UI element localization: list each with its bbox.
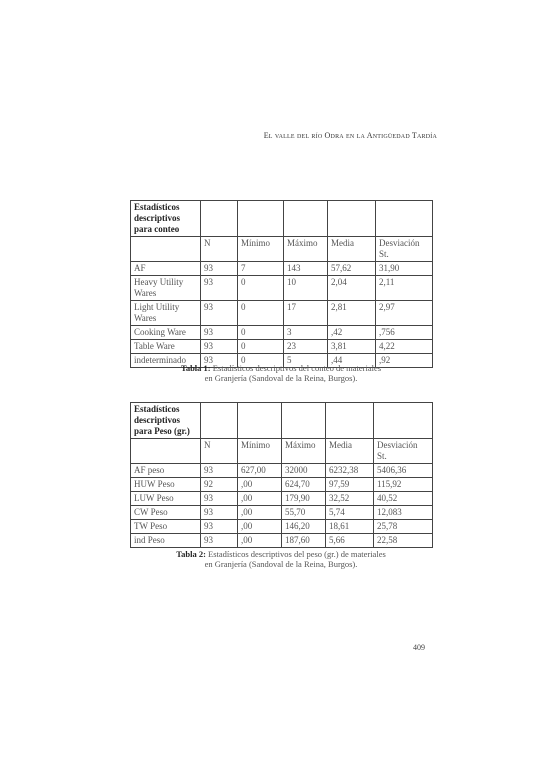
table-cell: ,00: [238, 492, 282, 506]
table-cell: 0: [238, 276, 284, 301]
column-header: N: [201, 237, 238, 262]
row-label: AF: [131, 262, 201, 276]
table-cell: ,00: [238, 534, 282, 548]
table-cell: 627,00: [238, 464, 282, 478]
table-cell: 93: [201, 326, 238, 340]
table-row: [131, 340, 433, 354]
table-title: Estadísticos descriptivos para conteo: [131, 201, 201, 237]
table-cell: 187,60: [282, 534, 326, 548]
table-cell: 93: [201, 506, 238, 520]
table-cell: 2,11: [376, 276, 433, 301]
table-cell: 93: [201, 276, 238, 301]
table-cell: 143: [284, 262, 328, 276]
table-row: [131, 464, 433, 478]
row-label: Table Ware: [131, 340, 201, 354]
table-cell: 22,58: [374, 534, 433, 548]
table-cell: 0: [238, 354, 284, 368]
table-cell: 2,04: [328, 276, 376, 301]
table-cell: 57,62: [328, 262, 376, 276]
row-label: HUW Peso: [131, 478, 201, 492]
table-cell: 2,97: [376, 301, 433, 326]
table-row: [131, 478, 433, 492]
table-cell: 31,90: [376, 262, 433, 276]
table-cell: [201, 403, 238, 439]
table-cell: 179,90: [282, 492, 326, 506]
table-cell: [374, 403, 433, 439]
running-head: El valle del río Odra en la Antigüedad Tardía: [263, 131, 437, 140]
table-cell: 0: [238, 326, 284, 340]
table-cell: ,00: [238, 506, 282, 520]
table-row: [131, 506, 433, 520]
table-row: [131, 301, 433, 326]
column-header: Máximo: [282, 439, 326, 464]
table-cell: 93: [201, 520, 238, 534]
row-label: AF peso: [131, 464, 201, 478]
table-cell: 17: [284, 301, 328, 326]
table-cell: 6232,38: [326, 464, 374, 478]
table-cell: [131, 237, 201, 262]
table-cell: 5406,36: [374, 464, 433, 478]
column-header: Mínimo: [238, 237, 284, 262]
caption-text-line2: en Granjería (Sandoval de la Reina, Burgos).: [204, 373, 358, 383]
row-label: indeterminado: [131, 354, 201, 368]
table-cell: 5,66: [326, 534, 374, 548]
caption-text-line2: en Granjería (Sandoval de la Reina, Burgos).: [204, 559, 358, 569]
caption-text: Estadísticos descriptivos del conteo de materiales: [212, 363, 382, 373]
table-cell: 5: [284, 354, 328, 368]
table-cell: [284, 201, 328, 237]
table-cell: 4,22: [376, 340, 433, 354]
table-row: [131, 534, 433, 548]
table-row: [131, 492, 433, 506]
table-cell: [326, 403, 374, 439]
table-row: [131, 262, 433, 276]
table-cell: 32000: [282, 464, 326, 478]
table-cell: [131, 439, 201, 464]
table-cell: 55,70: [282, 506, 326, 520]
table-cell: 93: [201, 354, 238, 368]
column-header: Máximo: [284, 237, 328, 262]
table-cell: 93: [201, 492, 238, 506]
table-cell: ,44: [328, 354, 376, 368]
table-cell: 10: [284, 276, 328, 301]
caption-label: Tabla 1:: [180, 363, 211, 373]
row-label: CW Peso: [131, 506, 201, 520]
table-row: [131, 276, 433, 301]
table-cell: 93: [201, 464, 238, 478]
table-cell: 2,81: [328, 301, 376, 326]
table-cell: 97,59: [326, 478, 374, 492]
table-cell: 93: [201, 301, 238, 326]
row-label: TW Peso: [131, 520, 201, 534]
table-cell: 32,52: [326, 492, 374, 506]
table-cell: 624,70: [282, 478, 326, 492]
table-cell: ,00: [238, 478, 282, 492]
caption-label: Tabla 2:: [176, 549, 206, 559]
table-cell: [328, 201, 376, 237]
stats-table-conteo: [130, 200, 433, 368]
table-cell: 25,78: [374, 520, 433, 534]
table-cell: 92: [201, 478, 238, 492]
table-cell: 0: [238, 340, 284, 354]
column-header: Media: [326, 439, 374, 464]
table-cell: 3,81: [328, 340, 376, 354]
table-cell: ,92: [376, 354, 433, 368]
table-cell: ,42: [328, 326, 376, 340]
column-header: Desviación St.: [374, 439, 433, 464]
table-cell: 146,20: [282, 520, 326, 534]
table-cell: 115,92: [374, 478, 433, 492]
table-cell: ,756: [376, 326, 433, 340]
table-cell: 93: [201, 340, 238, 354]
table-title: Estadísticos descriptivos para Peso (gr.): [131, 403, 201, 439]
table-caption: [130, 363, 432, 383]
column-header: Desviación St.: [376, 237, 433, 262]
table-cell: 23: [284, 340, 328, 354]
table-cell: [238, 201, 284, 237]
column-header: N: [201, 439, 238, 464]
column-header: Media: [328, 237, 376, 262]
table-cell: 40,52: [374, 492, 433, 506]
table-row: [131, 520, 433, 534]
table-cell: 3: [284, 326, 328, 340]
table-cell: 93: [201, 262, 238, 276]
table-cell: [376, 201, 433, 237]
stats-table-peso: [130, 402, 433, 548]
row-label: LUW Peso: [131, 492, 201, 506]
row-label: Cooking Ware: [131, 326, 201, 340]
table-row: [131, 326, 433, 340]
caption-text: Estadísticos descriptivos del peso (gr.) de materiales: [208, 549, 386, 559]
row-label: Light Utility Wares: [131, 301, 201, 326]
row-label: ind Peso: [131, 534, 201, 548]
table-cell: [282, 403, 326, 439]
table-cell: [201, 201, 238, 237]
table-cell: 18,61: [326, 520, 374, 534]
table-cell: [238, 403, 282, 439]
table-cell: 0: [238, 301, 284, 326]
table-cell: 7: [238, 262, 284, 276]
table-cell: 93: [201, 534, 238, 548]
column-header: Mínimo: [238, 439, 282, 464]
table-cell: 12,083: [374, 506, 433, 520]
table-cell: ,00: [238, 520, 282, 534]
table-caption: [130, 549, 432, 569]
row-label: Heavy Utility Wares: [131, 276, 201, 301]
table-cell: 5,74: [326, 506, 374, 520]
page-number: 409: [413, 643, 425, 652]
